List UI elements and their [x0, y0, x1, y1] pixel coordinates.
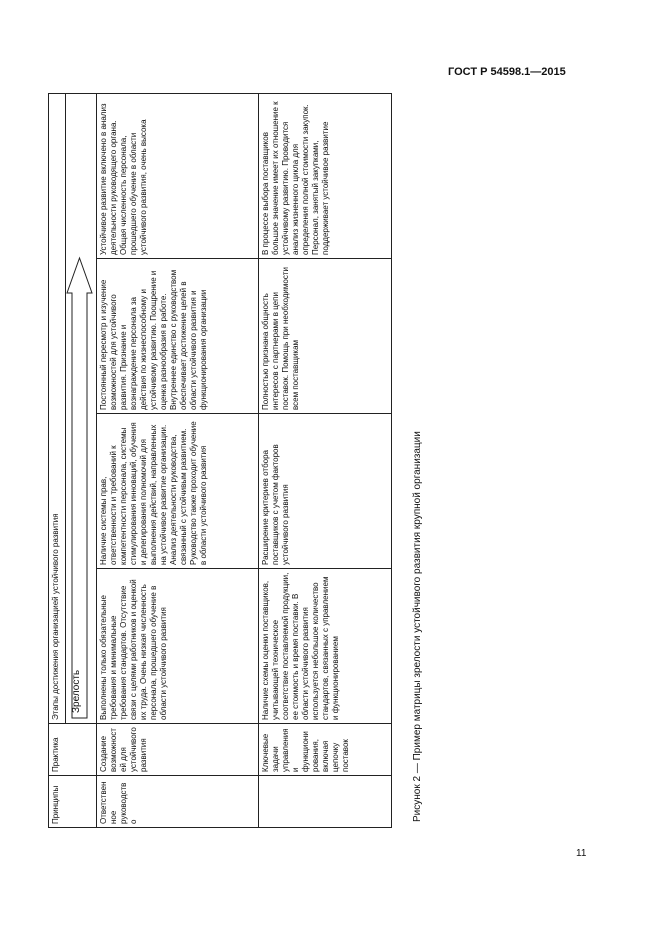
header-practice: Практика	[49, 724, 97, 776]
page-number: 11	[576, 848, 587, 859]
maturity-label: Зрелость	[71, 669, 82, 713]
maturity-arrow-row	[66, 93, 97, 723]
table-row	[258, 93, 391, 827]
figure-caption: Рисунок 2 — Пример матрицы зрелости устойчивого развития крупной организации	[412, 431, 423, 822]
standard-code: ГОСТ Р 54598.1—2015	[448, 66, 566, 78]
header-principles: Принципы	[49, 776, 97, 828]
row1-principle: Ответственное руководство	[97, 776, 259, 828]
row1-stage1: Выполнены только обязательные требования и минимальные требования стандартов. Отсутствие связи с целями работников и оценкой их труда. Очень низкая численность персонала, прошедшего обучение в области устойчивого развития	[97, 569, 259, 724]
row1-stage3: Постоянный пересмотр и изучение возможностей для устойчивого развития. Признание и вознаграждение персонала за действия по жизнеспособному и устойчивому развитию. Поощрение и оценка разнообразия в работе. Внутреннее единство с руководством обеспечивает достижение целей в области устойчивого развития и функционирования организации	[97, 259, 259, 414]
matrix-table	[48, 93, 392, 828]
row1-stage2: Наличие системы прав, ответственности и требований к компетентности персонала, системы стимулирования инноваций, обучения и делегирования полномочий для выполнения действий, направленных на устойчивое развитие организации. Анализ деятельности руководства, связанный с устойчивым развитием. Руководство также проходит обучение в области устойчивого развития	[97, 414, 259, 569]
row2-stage4: В процессе выбора поставщиков большое значение имеет их отношение к устойчивому развитию. Проводится анализ жизненного цикла для определения полной стоимости закупок. Персонал, занятый закупками, поддерживает устойчивое развитие	[258, 93, 391, 258]
table-row	[97, 93, 259, 827]
maturity-matrix	[48, 94, 392, 828]
row2-stage3: Полностью признана общность интересов с партнерами в цепи поставок. Помощь при необходимости всем поставщикам	[258, 259, 391, 414]
row1-practice: Создание возможностей для устойчивого развития	[97, 724, 259, 776]
row1-stage4: Устойчивое развитие включено в анализ деятельности руководящего органа. Общая численность персонала, прошедшего обучение в области устойчивого развития, очень высока	[97, 93, 259, 258]
header-stages: Этапы достижения организацией устойчивого развития	[49, 93, 66, 723]
row2-principle	[258, 776, 391, 828]
maturity-arrow-icon	[66, 83, 94, 723]
row2-stage2: Расширение критериев отбора поставщиков с учетом факторов устойчивого развития	[258, 414, 391, 569]
row2-practice: Ключевые задачи управления и функционирования, включая цепочку поставок	[258, 724, 391, 776]
row2-stage1: Наличие схемы оценки поставщиков, учитывающей техническое соответствие поставляемой продукции, ее стоимость и время поставки. В области устойчивого развития используется небольшое количество стандартов, связанных с управлением и функционированием	[258, 569, 391, 724]
